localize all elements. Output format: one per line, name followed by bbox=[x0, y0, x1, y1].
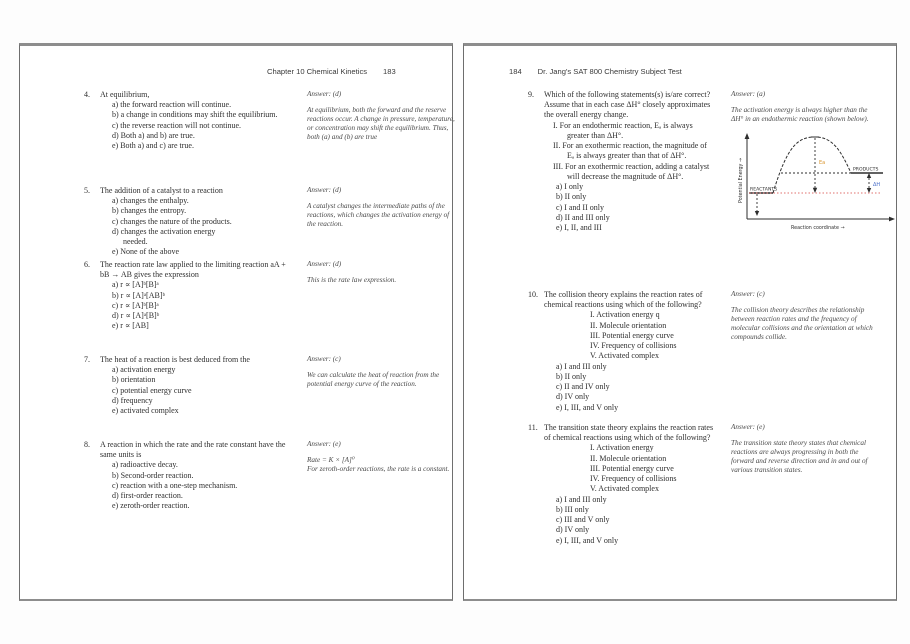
roman-item: I. Activation energy bbox=[590, 443, 654, 453]
question-10 bbox=[528, 290, 881, 413]
diagram-reactants-label: REACTANTS bbox=[750, 187, 778, 193]
answer-label: Answer: (d) bbox=[307, 186, 342, 194]
page-number: 184 bbox=[509, 67, 522, 76]
answer-label: Answer: (c) bbox=[307, 355, 341, 363]
answer-explanation: A catalyst changes the intermediate paths of the reactions, which changes the activation energy of the reaction. bbox=[307, 201, 450, 228]
roman-item: I. For an endothermic reaction, Eₐ is always greater than ΔH°. bbox=[553, 120, 693, 140]
question-number: 6. bbox=[84, 260, 90, 269]
question-text: The transition state theory explains the reaction rates of chemical reactions using which of the following? bbox=[544, 423, 714, 443]
energy-diagram bbox=[731, 131, 909, 239]
answer-explanation: The collision theory describes the relationship between reaction rates and the frequency of molecular collisions and the orientation at which compounds collide. bbox=[731, 305, 873, 341]
option: b) III only bbox=[556, 504, 589, 514]
question-number: 5. bbox=[84, 186, 90, 195]
diagram-y-axis-label: Potential Energy → bbox=[739, 157, 744, 203]
diagram-dh-label: ΔH bbox=[873, 181, 881, 188]
ea-arrow-icon bbox=[813, 188, 817, 193]
answer-label: Answer: (a) bbox=[731, 90, 766, 98]
question-text: A reaction in which the rate and the rate constant have the same units is bbox=[100, 440, 286, 460]
question-number: 10. bbox=[528, 290, 538, 299]
option: e) Both a) and c) are true. bbox=[112, 141, 194, 151]
diagram-products-label: PRODUCTS bbox=[853, 167, 879, 173]
option: e) I, II, and III bbox=[556, 223, 602, 233]
answer-label: Answer: (e) bbox=[731, 423, 765, 431]
roman-item: II. Molecule orientation bbox=[590, 320, 667, 330]
book-title: Dr. Jang's SAT 800 Chemistry Subject Test bbox=[537, 67, 682, 76]
option: c) I and II only bbox=[556, 202, 604, 212]
page-number: 183 bbox=[383, 67, 396, 76]
diagram-x-axis-label: Reaction coordinate → bbox=[791, 225, 845, 231]
answer-label: Answer: (e) bbox=[307, 440, 341, 448]
question-number: 11. bbox=[528, 423, 538, 432]
answer-formula: Rate = K × [A]⁰ bbox=[307, 455, 355, 464]
option: c) the reverse reaction will not continue. bbox=[112, 120, 242, 130]
option: d) r ∝ [A]ᵃ[B]ᵇ bbox=[112, 311, 160, 321]
question-text: The heat of a reaction is best deduced from the bbox=[100, 355, 250, 364]
roman-item: IV. Frequency of collisions bbox=[590, 474, 677, 484]
option: d) Both a) and b) are true. bbox=[112, 130, 195, 140]
question-8 bbox=[84, 440, 457, 512]
option: a) r ∝ [A]ᵇ[B]ᵃ bbox=[112, 280, 159, 290]
question-5 bbox=[84, 186, 457, 258]
option: a) activation energy bbox=[112, 365, 176, 375]
left-arrow-down-icon bbox=[755, 211, 759, 216]
answer-explanation: The activation energy is always higher than the ΔH° in an endothermic reaction (shown below). bbox=[731, 105, 869, 123]
option: e) I, III, and V only bbox=[556, 402, 619, 412]
option: c) changes the nature of the products. bbox=[112, 216, 232, 226]
option: b) r ∝ [A]ᵃ[AB]ᵇ bbox=[112, 290, 165, 300]
chapter-title: Chapter 10 Chemical Kinetics bbox=[267, 67, 368, 76]
option: b) II only bbox=[556, 192, 587, 202]
option: d) changes the activation energy needed. bbox=[112, 226, 216, 247]
question-text: Which of the following statements(s) is/are correct? Assume that in each case ΔH° closely approximates the overall energy change. bbox=[544, 90, 711, 120]
answer-explanation: At equilibrium, both the forward and the reserve reactions occur. A change in pressure, temperature, or concentration may shift the equilibrium. Thus, both (a) and (b) are true bbox=[307, 105, 455, 141]
option: c) potential energy curve bbox=[112, 385, 192, 395]
option: e) None of the above bbox=[112, 247, 180, 257]
question-number: 4. bbox=[84, 90, 90, 99]
question-number: 7. bbox=[84, 355, 90, 364]
question-number: 8. bbox=[84, 440, 90, 449]
option: e) zeroth-order reaction. bbox=[112, 501, 190, 511]
question-text: At equilibrium, bbox=[100, 90, 150, 99]
page-header bbox=[509, 67, 682, 76]
option: a) changes the enthalpy. bbox=[112, 196, 189, 206]
option: d) first-order reaction. bbox=[112, 491, 183, 501]
question-number: 9. bbox=[528, 90, 534, 99]
question-text: The addition of a catalyst to a reaction bbox=[100, 186, 223, 195]
page-right bbox=[463, 43, 897, 601]
roman-item: V. Activated complex bbox=[590, 351, 659, 361]
option: b) a change in conditions may shift the equilibrium. bbox=[112, 110, 278, 120]
answer-label: Answer: (d) bbox=[307, 90, 342, 98]
answer-label: Answer: (d) bbox=[307, 260, 342, 268]
option: c) reaction with a one-step mechanism. bbox=[112, 480, 238, 490]
question-9 bbox=[528, 90, 881, 242]
question-7 bbox=[84, 355, 457, 416]
question-4 bbox=[84, 90, 457, 151]
option: a) the forward reaction will continue. bbox=[112, 100, 232, 110]
roman-item: V. Activated complex bbox=[590, 484, 659, 494]
page-header bbox=[267, 67, 396, 76]
answer-explanation: This is the rate law expression. bbox=[307, 275, 397, 284]
option: c) r ∝ [A]ᵇ[B]ᵃ bbox=[112, 300, 159, 310]
roman-item: III. Potential energy curve bbox=[590, 330, 674, 340]
y-axis-arrow-icon bbox=[745, 133, 750, 139]
option: c) II and IV only bbox=[556, 382, 610, 392]
option: b) orientation bbox=[112, 375, 156, 385]
option: c) III and V only bbox=[556, 515, 610, 525]
option: a) I and III only bbox=[556, 494, 607, 504]
roman-item: II. For an exothermic reaction, the magnitude of Eₐ is always greater than that of ΔH°. bbox=[553, 141, 707, 161]
option: e) I, III, and V only bbox=[556, 535, 619, 545]
answer-label: Answer: (c) bbox=[731, 290, 765, 298]
option: a) radioactive decay. bbox=[112, 460, 178, 470]
option: e) r ∝ [AB] bbox=[112, 321, 149, 331]
option: b) changes the entropy. bbox=[112, 206, 187, 216]
option: a) I and III only bbox=[556, 361, 607, 371]
x-axis-arrow-icon bbox=[889, 216, 895, 221]
dh-arrow-down-icon bbox=[867, 188, 871, 193]
roman-item: III. Potential energy curve bbox=[590, 463, 674, 473]
option: d) IV only bbox=[556, 525, 590, 535]
roman-item: IV. Frequency of collisions bbox=[590, 341, 677, 351]
option: d) IV only bbox=[556, 392, 590, 402]
option: e) activated complex bbox=[112, 406, 179, 416]
answer-explanation: The transition state theory states that chemical reactions are always progressing in both the forward and reverse direction and in and out of various transition states. bbox=[731, 438, 868, 474]
option: b) II only bbox=[556, 371, 587, 381]
question-text: The collision theory explains the reaction rates of chemical reactions using which of the following? bbox=[544, 290, 703, 310]
option: d) frequency bbox=[112, 395, 153, 405]
option: d) II and III only bbox=[556, 212, 610, 222]
question-6 bbox=[84, 260, 457, 332]
question-text: The reaction rate law applied to the limiting reaction aA + bB → AB gives the expression bbox=[100, 260, 286, 280]
question-11 bbox=[528, 423, 881, 546]
page-left bbox=[19, 43, 453, 601]
option: b) Second-order reaction. bbox=[112, 470, 194, 480]
roman-item: I. Activation energy q bbox=[590, 310, 660, 320]
roman-item: III. For an exothermic reaction, adding a catalyst will decrease the magnitude of ΔH°. bbox=[553, 161, 710, 181]
roman-item: II. Molecule orientation bbox=[590, 453, 667, 463]
answer-explanation: We can calculate the heat of reaction from the potential energy curve of the reaction. bbox=[307, 370, 440, 388]
answer-explanation: For zeroth-order reactions, the rate is a constant. bbox=[307, 464, 450, 473]
option: a) I only bbox=[556, 182, 584, 192]
diagram-ea-label: Ea bbox=[819, 159, 826, 166]
